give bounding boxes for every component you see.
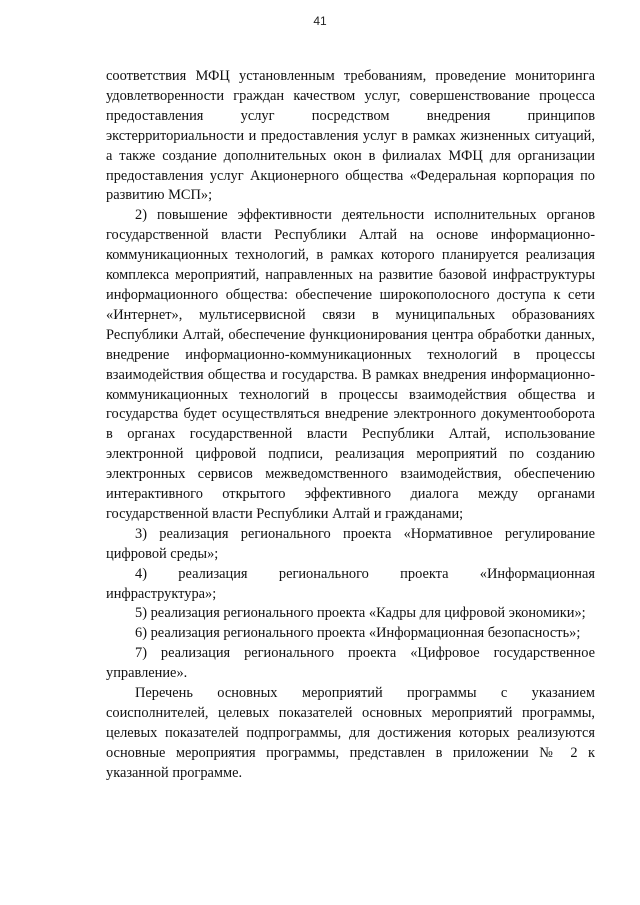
paragraph-list-of-measures: Перечень основных мероприятий программы с указанием соисполнителей, целевых показателей основных мероприятий программы, целевых показателей подпрограммы, для достижения которых реализуются основные мероприятия программы, представлен в приложении № 2 к указанной программе. [106,685,595,781]
paragraph-item-6: 6) реализация регионального проекта «Информационная безопасность»; [135,625,581,642]
paragraph-continuation: соответствия МФЦ установленным требованиям, проведение мониторинга удовлетворенности граждан качеством услуг, совершенствование процесса предоставления услуг посредством внедрения принципов экстерриториальности и предоставления услуг в рамках жизненных ситуаций, а также создание дополнительных окон в филиалах МФЦ для организации предоставления услуг Акционерного общества «Федеральная корпорация по развитию МСП»; [106,68,595,204]
paragraph-item-7: 7) реализация регионального проекта «Цифровое государственное управление». [106,645,595,682]
paragraph-item-5: 5) реализация регионального проекта «Кадры для цифровой экономики»; [135,605,586,622]
paragraph-item-4: 4) реализация регионального проекта «Информационная инфраструктура»; [106,565,595,602]
page-number: 41 [313,14,327,28]
paragraph-item-3: 3) реализация регионального проекта «Нормативное регулирование цифровой среды»; [106,525,595,562]
document-body [106,67,595,784]
paragraph-item-2: 2) повышение эффективности деятельности исполнительных органов государственной власти Республики Алтай на основе информационно-коммуникационных технологий, в рамках которого планируется реализация комплекса мероприятий, направленных на развитие базовой инфраструктуры информационного общества: обеспечение широкополосного доступа к сети «Интернет», мультисервисной связи в муниципальных образованиях Республики Алтай, обеспечение функционирования центра обработки данных, внедрение информационно-коммуникационных технологий в процессы взаимодействия общества и государства. В рамках внедрения информационно-коммуникационных технологий в процессы взаимодействия общества и государства будет осуществляться внедрение электронного документооборота в органах государственной власти Республики Алтай, использование электронной цифровой подписи, реализация мероприятий по созданию электронных сервисов межведомственного взаимодействия, обеспечению интерактивного открытого эффективного диалога между органами государственной власти Республики Алтай и гражданами; [106,207,595,522]
